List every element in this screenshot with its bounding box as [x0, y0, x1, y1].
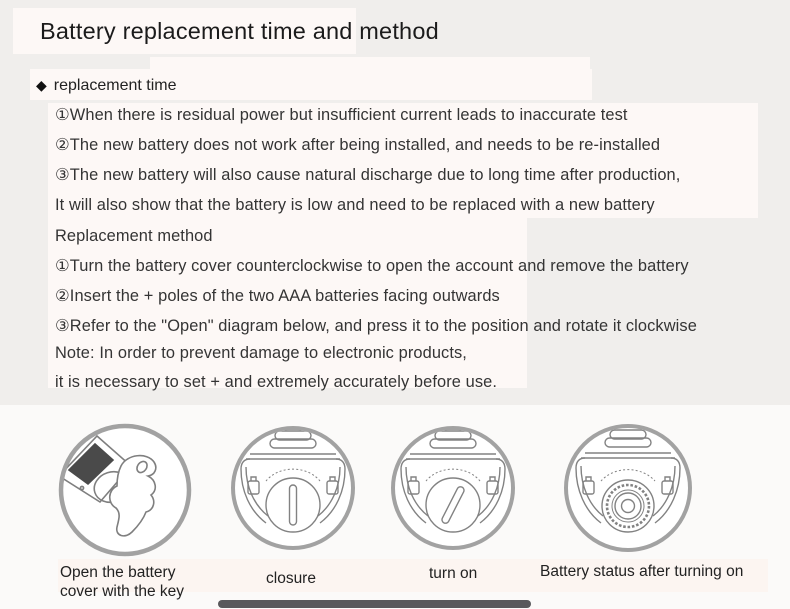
replacement-time-item-2: ②The new battery does not work after being installed, and needs to be re-installed [55, 136, 661, 154]
cover-closed-diagram-icon [228, 423, 358, 553]
replacement-time-heading [36, 77, 177, 95]
diagram-caption-open: Open the battery cover with the key [60, 564, 185, 600]
note-line-1: Note: In order to prevent damage to electronic products, [55, 344, 467, 362]
diamond-bullet-icon: ◆ [36, 77, 47, 93]
replacement-method-item-1: ①Turn the battery cover counterclockwise to open the account and remove the battery [55, 257, 689, 275]
replacement-time-label: replacement time [53, 77, 177, 94]
replacement-time-item-1: ①When there is residual power but insufficient current leads to inaccurate test [55, 106, 628, 124]
bottom-indicator-bar [218, 600, 531, 608]
highlight-strip [150, 57, 590, 69]
battery-installed-diagram-icon [561, 421, 695, 555]
replacement-time-item-3: ③The new battery will also cause natural discharge due to long time after production, [55, 166, 681, 184]
diagram-caption-closure: closure [266, 570, 316, 587]
replacement-method-item-3: ③Refer to the "Open" diagram below, and press it to the position and rotate it clockwise [55, 317, 697, 335]
replacement-method-item-2: ②Insert the + poles of the two AAA batteries facing outwards [55, 287, 500, 305]
diagram-caption-battery-status: Battery status after turning on [540, 563, 744, 580]
note-line-2: it is necessary to set + and extremely accurately before use. [55, 373, 498, 391]
page-title: Battery replacement time and method [40, 18, 439, 44]
cover-turned-diagram-icon [388, 423, 518, 553]
key-open-diagram-icon [55, 420, 195, 560]
replacement-time-item-4: It will also show that the battery is low and need to be replaced with a new battery [55, 196, 655, 214]
diagram-caption-turn-on: turn on [429, 565, 478, 582]
replacement-method-heading: Replacement method [55, 227, 213, 245]
